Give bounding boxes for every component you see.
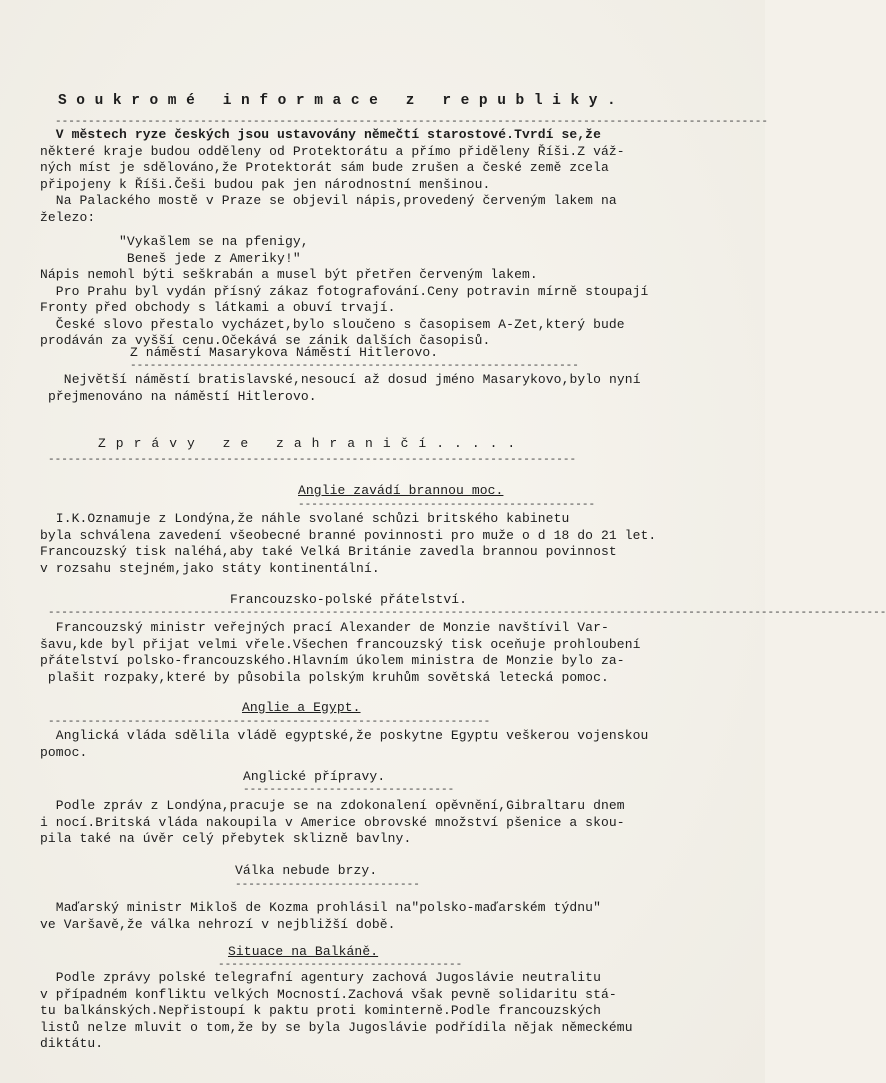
section-body [48,372,641,405]
page-title: Soukromé informace z republiky. [58,93,626,109]
intro-line: Nápis nemohl býti seškrabán a musel být přetřen červeným lakem. [40,267,538,282]
section-line: Největší náměstí bratislavské,nesoucí až dosud jméno Masarykovo,bylo nyní [48,372,641,387]
article-line: šavu,kde byl přijat velmi vřele.Všechen francouzský tisk oceňuje prohloubení [40,636,641,652]
article-line: Podle zprávy polské telegrafní agentury zachová Jugoslávie neutralitu [40,970,601,985]
quote-line: Beneš jede z Ameriky!" [40,250,301,266]
article-heading: Situace na Balkáně. [228,944,379,959]
article-line: Francouzský tisk naléhá,aby také Velká Británie zavedla brannou povinnost [40,544,617,559]
article-line: Podle zpráv z Londýna,pracuje se na zdokonalení opěvnění,Gibraltaru dnem [40,798,625,813]
article-line: plašit rozpaky,které by působila polským kruhům sovětská letecká pomoc. [40,669,609,685]
article-body [40,900,601,933]
article-line: v případném konfliktu velkých Mocností.Zachová však pevně solidaritu stá- [40,986,617,1002]
article-line: Maďarský ministr Mikloš de Kozma prohlásil na"polsko-maďarském týdnu" [40,900,601,915]
article-rule: -------------------------------- [243,784,455,796]
article-line: Anglická vláda sdělila vládě egyptské,že poskytne Egyptu veškerou vojenskou [40,728,649,743]
section-line: přejmenováno na náměstí Hitlerovo. [48,388,317,404]
article-rule: ---------------------------- [235,879,420,891]
intro-line: prodáván za vyšší cenu.Očekává se zánik dalších časopisů. [40,333,491,348]
intro-line: V městech ryze českých jsou ustavovány němečtí starostové.Tvrdí se,že [40,127,601,142]
foreign-news-heading: Zprávy ze zahraničí..... [98,436,526,451]
article-heading: Anglické přípravy. [243,769,386,784]
foreign-news-rule: -------------------------------------------------------------------------------- [48,454,577,466]
article-body [40,728,648,761]
article-line: přátelství polsko-francouzského.Hlavním úkolem ministra de Monzie bylo za- [40,653,625,668]
intro-line: Fronty před obchody s látkami a obuví trvají. [40,300,396,315]
intro-line: železo: [40,209,96,225]
intro-line: některé kraje budou odděleny od Protektorátu a přímo přiděleny Říši.Z váž- [40,143,625,159]
intro-line: ných míst je sdělováno,že Protektorát sám bude zrušen a české země zcela [40,160,609,175]
intro-line: Na Palackého mostě v Praze se objevil nápis,provedený červeným lakem na [40,193,617,208]
article-body [40,620,641,686]
intro-line: České slovo přestalo vycházet,bylo sloučeno s časopisem A-Zet,který bude [40,316,625,332]
section-rule: -------------------------------------------------------------------- [130,360,579,372]
article-line: I.K.Oznamuje z Londýna,že náhle svolané schůzi britského kabinetu [40,511,570,526]
article-body [40,511,656,577]
intro-line: připojeny k Říši.Češi budou pak jen národnostní menšinou. [40,176,491,192]
article-rule: ------------------------------------- [218,959,463,971]
article-heading: Francouzsko-polské přátelství. [230,592,468,607]
article-rule: ------------------------------------------------------------------------------------------------------------------------------- [48,607,886,619]
article-line: ve Varšavě,že válka nehrozí v nejbližší době. [40,916,396,932]
intro-paragraph [40,127,648,350]
article-line: Francouzský ministr veřejných prací Alexander de Monzie navštívil Var- [40,620,609,635]
article-line: byla schválena zavedení všeobecné branné povinnosti pro muže o d 18 do 21 let. [40,527,657,543]
quote-line: "Vykašlem se na pfenigy, [40,234,309,249]
article-line: pomoc. [40,744,88,760]
article-line: tu balkánských.Nepřistoupí k paktu proti kominterně.Podle francouzských [40,1003,601,1018]
intro-line: Pro Prahu byl vydán přísný zákaz fotografování.Ceny potravin mírně stoupají [40,283,649,299]
article-body [40,970,633,1053]
article-body [40,798,625,848]
intro-line [40,226,648,234]
article-heading: Anglie a Egypt. [242,700,361,715]
title-rule: ------------------------------------------------------------------------------------------------------------ [55,116,768,128]
article-heading: Anglie zavádí brannou moc. [298,483,504,498]
article-line: diktátu. [40,1036,104,1051]
article-heading: Válka nebude brzy. [235,863,378,878]
article-line: v rozsahu stejném,jako státy kontinentální. [40,560,380,576]
article-rule: ------------------------------------------------------------------- [48,716,491,728]
article-line: i nocí.Britská vláda nakoupila v Americe obrovské množství pšenice a skou- [40,814,625,830]
article-rule: --------------------------------------------- [298,499,596,511]
article-line: pila také na úvěr celý přebytek sklizně bavlny. [40,831,412,846]
section-heading: Z náměstí Masarykova Náměstí Hitlerovo. [130,345,439,360]
article-line: listů nelze mluvit o tom,že by se byla Jugoslávie podřídila nějak německému [40,1019,633,1035]
